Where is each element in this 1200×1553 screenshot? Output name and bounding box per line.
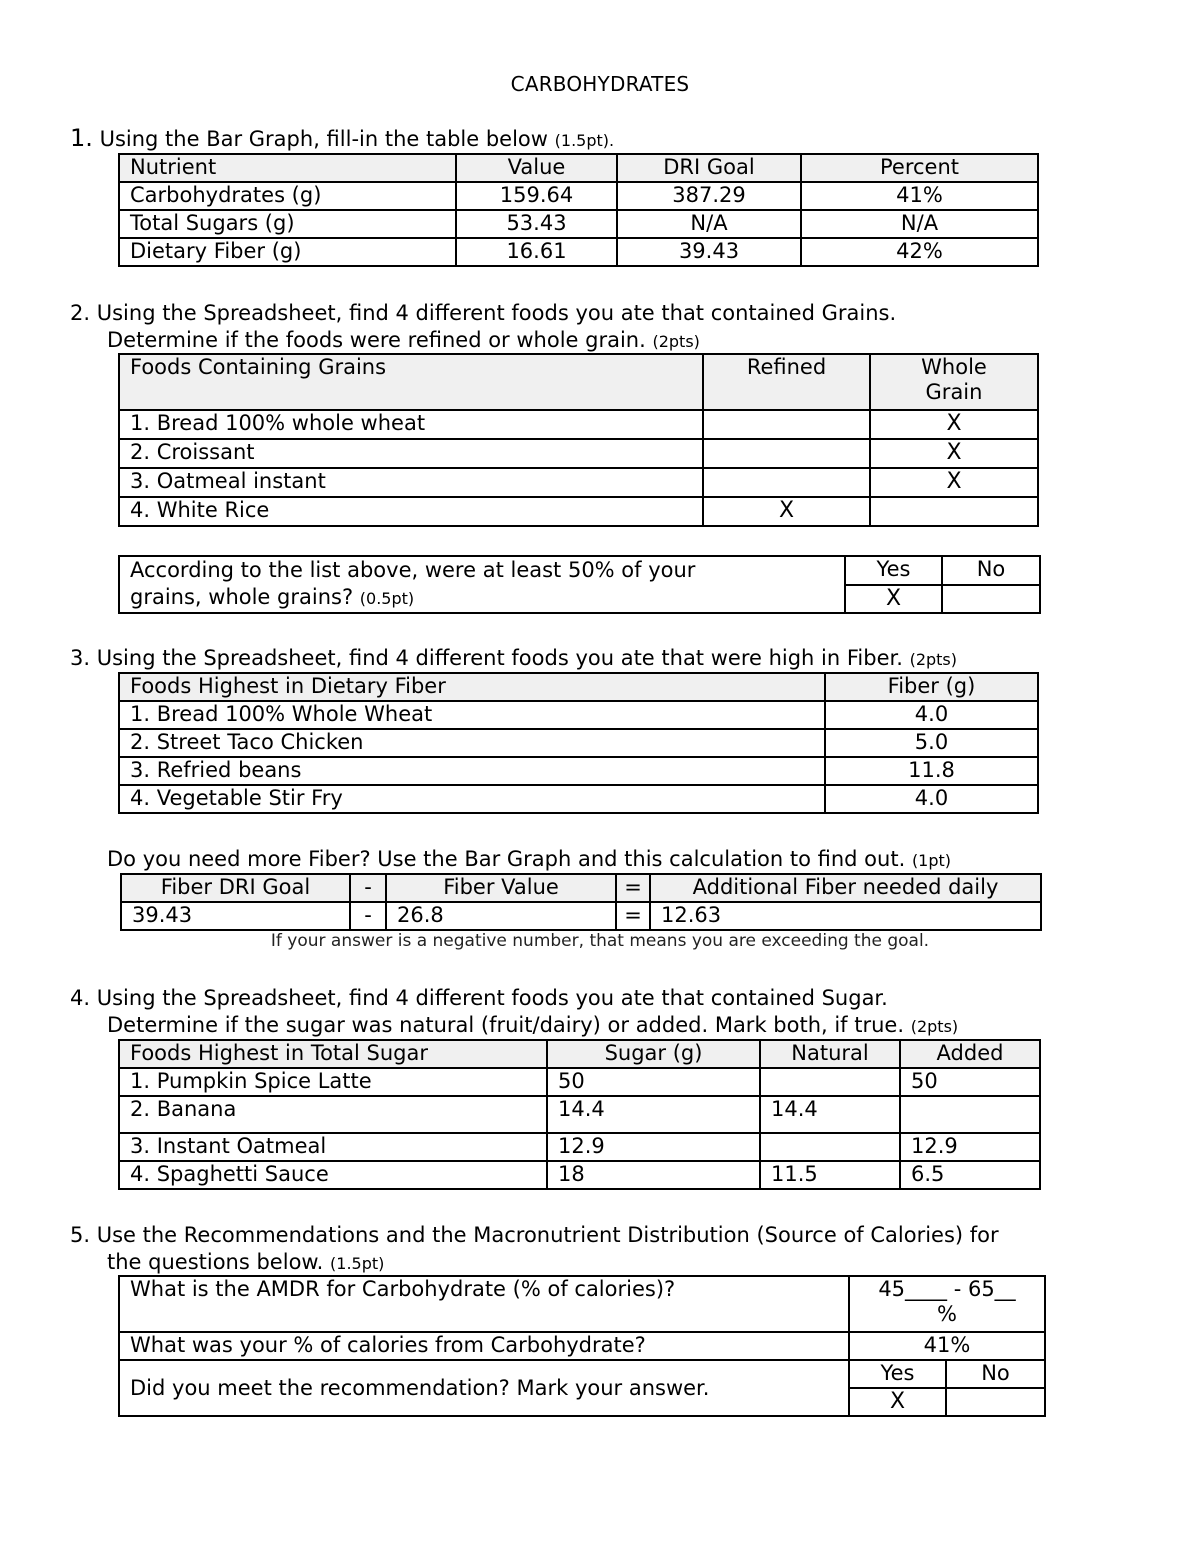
question-4-points: (2pts) [910,1017,959,1036]
fiber-value: 26.8 [386,902,616,930]
negative-number-note: If your answer is a negative number, that means you are exceeding the goal. [270,931,930,951]
table-row [119,1360,1045,1388]
cell: 12.9 [900,1133,1040,1161]
table-header-row [119,354,1038,410]
table-row [119,1068,1040,1096]
table-row [119,785,1038,813]
table-row [119,757,1038,785]
cell: 4. White Rice [119,497,703,526]
header-text: Whole [921,355,987,379]
table-row [121,902,1041,930]
refined-mark [703,468,870,497]
table-row [119,729,1038,757]
table-row [119,238,1038,266]
no-mark [942,585,1040,614]
question-5-line1: Use the Recommendations and the Macronutrient Distribution (Source of Calories) for [96,1223,999,1247]
cell: Dietary Fiber (g) [119,238,456,266]
equals-sign: = [616,874,650,902]
header-cell: Percent [801,154,1038,182]
whole-grain-mark: X [870,468,1038,497]
cell: Carbohydrates (g) [119,182,456,210]
nutrient-table [118,153,1039,267]
header-cell: Refined [703,354,870,410]
cell: 41% [801,182,1038,210]
question-2-number: 2. [70,301,91,325]
amdr-question: What is the AMDR for Carbohydrate (% of calories)? [119,1276,849,1332]
header-cell: Fiber (g) [825,673,1038,701]
header-cell: Foods Containing Grains [119,354,703,410]
amdr-answer [849,1276,1045,1332]
cell: 5.0 [825,729,1038,757]
table-row [119,182,1038,210]
header-cell: Foods Highest in Total Sugar [119,1040,547,1068]
no-label: No [946,1360,1045,1388]
header-cell-whole-grain [870,354,1038,410]
cell: 16.61 [456,238,617,266]
fiber-calc-text: Do you need more Fiber? Use the Bar Graph and this calculation to find out. [107,847,906,871]
header-cell: Value [456,154,617,182]
cell: N/A [801,210,1038,238]
fiber-calc-table [120,873,1042,931]
sugar-table [118,1039,1041,1190]
table-row [119,1332,1045,1360]
amdr-table [118,1275,1046,1417]
table-header-row [119,1040,1040,1068]
table-row [119,701,1038,729]
header-cell: Fiber Value [386,874,616,902]
minus-sign: - [350,902,386,930]
question-2 [70,300,896,355]
table-row [119,1161,1040,1189]
header-cell: Added [900,1040,1040,1068]
cell: 1. Bread 100% Whole Wheat [119,701,825,729]
cell: 53.43 [456,210,617,238]
question-2-points: (2pts) [652,332,700,351]
cell: 4. Spaghetti Sauce [119,1161,547,1189]
cell: 1. Bread 100% whole wheat [119,410,703,439]
header-cell: Natural [760,1040,900,1068]
cell: Total Sugars (g) [119,210,456,238]
header-cell: Nutrient [119,154,456,182]
question-4 [70,985,958,1040]
table-row [119,410,1038,439]
cell: 11.5 [760,1161,900,1189]
yes-mark: X [845,585,942,614]
table-header-row [119,673,1038,701]
cell: 2. Croissant [119,439,703,468]
question-3-text: Using the Spreadsheet, find 4 different foods you ate that were high in Fiber. [96,646,903,670]
calories-answer: 41% [849,1332,1045,1360]
cell: 4.0 [825,701,1038,729]
cell: 2. Street Taco Chicken [119,729,825,757]
header-text: Grain [925,380,983,404]
cell [760,1068,900,1096]
question-1-number: 1. [70,124,93,152]
no-label: No [942,556,1040,585]
whole-grain-mark: X [870,439,1038,468]
cell: 3. Refried beans [119,757,825,785]
page-title: CARBOHYDRATES [510,72,690,96]
fiber-calc-points: (1pt) [911,851,952,870]
amdr-range: 45____ - 65__ [878,1277,1016,1301]
header-cell: Fiber DRI Goal [121,874,350,902]
question-2-line1: Using the Spreadsheet, find 4 different foods you ate that contained Grains. [96,301,897,325]
question-5 [70,1222,999,1277]
followup-line2: grains, whole grains? [130,585,354,609]
question-1-text: Using the Bar Graph, fill-in the table below [99,127,548,151]
cell: 50 [900,1068,1040,1096]
cell: 4.0 [825,785,1038,813]
cell: 14.4 [547,1096,760,1133]
amdr-percent-sign: % [937,1302,957,1326]
grains-table [118,353,1039,527]
question-4-line2: Determine if the sugar was natural (fruit/dairy) or added. Mark both, if true. [107,1013,905,1037]
question-5-number: 5. [70,1223,91,1247]
no-mark [946,1388,1045,1416]
cell: 3. Instant Oatmeal [119,1133,547,1161]
cell: 1. Pumpkin Spice Latte [119,1068,547,1096]
cell: 11.8 [825,757,1038,785]
header-cell: Additional Fiber needed daily [650,874,1041,902]
question-1 [70,125,614,154]
cell: N/A [617,210,801,238]
cell: 50 [547,1068,760,1096]
table-row [119,556,1040,585]
cell: 4. Vegetable Stir Fry [119,785,825,813]
yes-mark: X [849,1388,946,1416]
cell: 14.4 [760,1096,900,1133]
fiber-dri-goal-value: 39.43 [121,902,350,930]
question-3 [70,645,957,673]
question-5-points: (1.5pt) [330,1254,385,1273]
cell: 159.64 [456,182,617,210]
header-cell: DRI Goal [617,154,801,182]
header-cell: Foods Highest in Dietary Fiber [119,673,825,701]
calories-question: What was your % of calories from Carbohydrate? [119,1332,849,1360]
cell: 3. Oatmeal instant [119,468,703,497]
refined-mark [703,439,870,468]
cell [900,1096,1040,1133]
question-4-number: 4. [70,986,91,1010]
cell: 387.29 [617,182,801,210]
table-row [119,497,1038,526]
header-cell: Sugar (g) [547,1040,760,1068]
followup-line1: According to the list above, were at least 50% of your [130,558,696,582]
table-row [119,1276,1045,1332]
table-row [119,1096,1040,1133]
whole-grain-mark [870,497,1038,526]
fiber-calc-question [107,846,951,874]
additional-fiber-value: 12.63 [650,902,1041,930]
cell: 12.9 [547,1133,760,1161]
followup-points: (0.5pt) [359,589,415,608]
whole-grain-followup-table [118,555,1041,614]
question-5-line2: the questions below. [107,1250,324,1274]
question-3-number: 3. [70,646,91,670]
table-row [119,439,1038,468]
fiber-table [118,672,1039,814]
table-row [119,468,1038,497]
table-row [119,210,1038,238]
whole-grain-mark: X [870,410,1038,439]
cell: 18 [547,1161,760,1189]
yes-label: Yes [845,556,942,585]
cell [760,1133,900,1161]
minus-sign: - [350,874,386,902]
question-2-line2: Determine if the foods were refined or whole grain. [107,328,646,352]
cell: 39.43 [617,238,801,266]
yes-label: Yes [849,1360,946,1388]
question-1-points: (1.5pt). [554,131,615,150]
question-3-points: (2pts) [909,650,958,669]
refined-mark [703,410,870,439]
refined-mark: X [703,497,870,526]
table-header-row [119,154,1038,182]
followup-question [119,556,845,613]
table-row [119,1133,1040,1161]
recommendation-question: Did you meet the recommendation? Mark your answer. [119,1360,849,1416]
cell: 6.5 [900,1161,1040,1189]
cell: 42% [801,238,1038,266]
equals-sign: = [616,902,650,930]
table-header-row [121,874,1041,902]
question-4-line1: Using the Spreadsheet, find 4 different foods you ate that contained Sugar. [96,986,888,1010]
cell: 2. Banana [119,1096,547,1133]
